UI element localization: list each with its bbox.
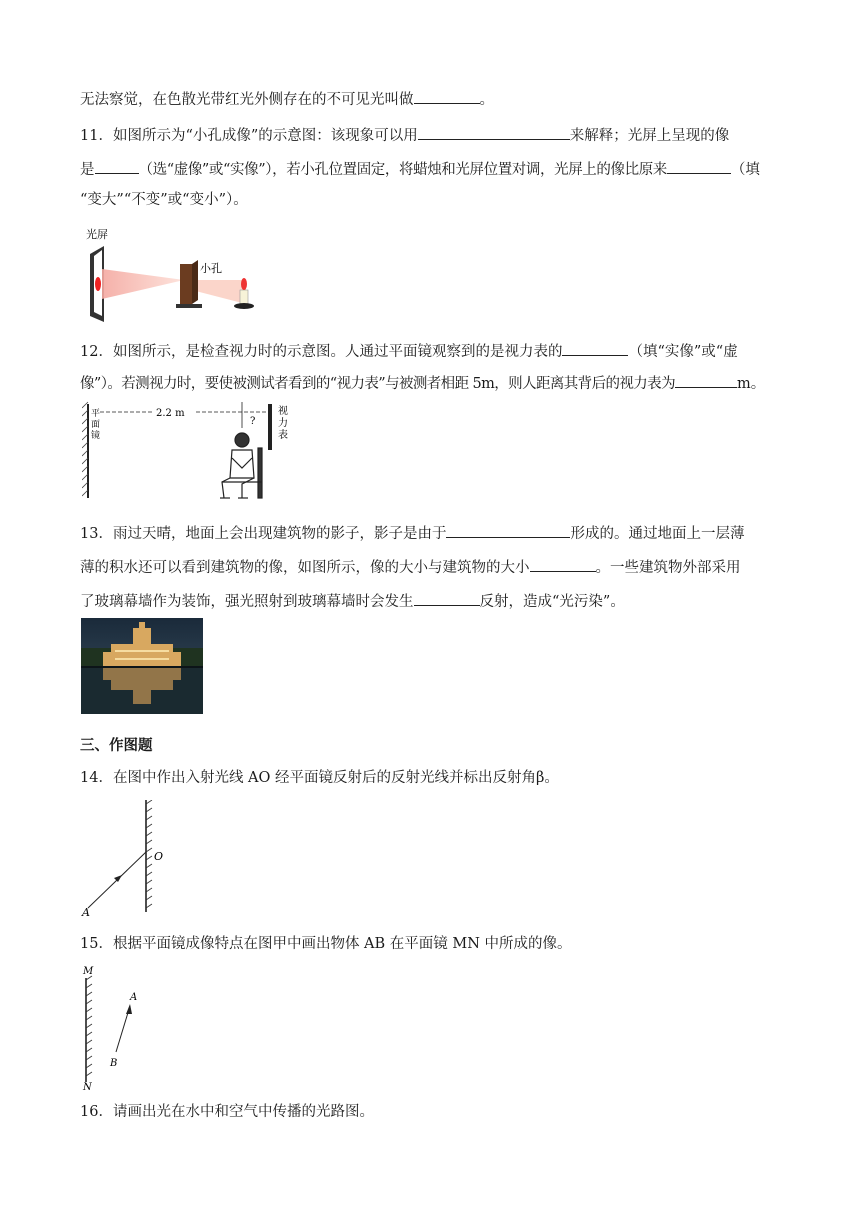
building-reflection-photo bbox=[81, 618, 203, 714]
point-a-label: A bbox=[130, 992, 138, 1003]
image-on-screen bbox=[95, 277, 101, 291]
q13-text: 13．雨过天晴，地面上会出现建筑物的影子，影子是由于 bbox=[80, 526, 447, 542]
answer-blank[interactable] bbox=[667, 158, 731, 174]
q11-text: 11．如图所示为“小孔成像”的示意图：该现象可以用 bbox=[80, 128, 418, 144]
q11-text: 是 bbox=[80, 162, 95, 178]
q13-line-3 bbox=[80, 590, 625, 612]
distance-label: 2.2 m bbox=[156, 408, 185, 419]
q10-text: 无法察觉，在色散光带红光外侧存在的不可见光叫做 bbox=[80, 92, 414, 108]
ray-arrow bbox=[114, 875, 122, 882]
answer-blank[interactable] bbox=[675, 372, 737, 388]
q15-text: 15．根据平面镜成像特点在图甲中画出物体 AB 在平面镜 MN 中所成的像。 bbox=[80, 936, 572, 952]
pinhole-figure bbox=[84, 224, 264, 324]
q10-text-end: 。 bbox=[479, 92, 494, 108]
eye-chart-label: 视力表 bbox=[278, 406, 288, 441]
q11-text: 来解释；光屏上呈现的像 bbox=[569, 128, 730, 144]
q12-line-2 bbox=[80, 372, 765, 394]
q15-mirror-figure bbox=[80, 960, 160, 1092]
answer-blank[interactable] bbox=[95, 158, 139, 174]
question-mark: ? bbox=[250, 416, 256, 427]
q12-line-1 bbox=[80, 340, 738, 362]
section-heading: 三、作图题 bbox=[80, 738, 153, 754]
eye-chart-board bbox=[268, 404, 272, 450]
q13-text: 反射，造成“光污染”。 bbox=[479, 594, 625, 610]
q13-text: 了玻璃幕墙作为装饰，强光照射到玻璃幕墙时会发生 bbox=[80, 594, 414, 610]
candle bbox=[240, 290, 248, 304]
q12-text: 像”）。若测视力时，要使被测试者看到的“视力表”与被测者相距 5m，则人距离其背后的视力表为 bbox=[80, 376, 675, 392]
answer-blank[interactable] bbox=[418, 124, 570, 140]
q16-line bbox=[80, 1102, 374, 1122]
q13-text: 薄的积水还可以看到建筑物的像，如图所示，像的大小与建筑物的大小 bbox=[80, 560, 530, 576]
q12-text: （填“实像”或“虚 bbox=[628, 344, 738, 360]
point-a-label: A bbox=[82, 906, 90, 919]
mirror-label: 平面镜 bbox=[91, 409, 101, 441]
point-m-label: M bbox=[83, 966, 94, 977]
q11-text: （选“虚像”或“实像”），若小孔位置固定，将蜡烛和光屏位置对调，光屏上的像比原来 bbox=[138, 162, 667, 178]
q13-line-2 bbox=[80, 556, 741, 578]
hole-label: 小孔 bbox=[200, 262, 222, 275]
answer-blank[interactable] bbox=[530, 556, 596, 572]
q10-line bbox=[80, 88, 494, 110]
q13-text: 形成的。通过地面上一层薄 bbox=[570, 526, 745, 542]
q13-line-1 bbox=[80, 522, 744, 544]
point-o-label: O bbox=[154, 850, 164, 863]
vision-test-figure bbox=[82, 398, 292, 504]
point-b-label: B bbox=[110, 1058, 118, 1069]
q13-text: 。一些建筑物外部采用 bbox=[595, 560, 741, 576]
pinhole-board bbox=[180, 264, 192, 304]
q12-text: m。 bbox=[736, 376, 766, 392]
answer-blank[interactable] bbox=[414, 590, 480, 606]
q14-text: 14．在图中作出入射光线 AO 经平面镜反射后的反射光线并标出反射角β。 bbox=[80, 770, 559, 786]
point-n-label: N bbox=[83, 1082, 92, 1092]
answer-blank[interactable] bbox=[414, 88, 480, 104]
q11-line-1 bbox=[80, 124, 729, 146]
screen-label: 光屏 bbox=[86, 228, 108, 241]
answer-blank[interactable] bbox=[562, 340, 628, 356]
q11-line-2 bbox=[80, 158, 760, 180]
q14-line bbox=[80, 768, 559, 788]
q16-text: 16．请画出光在水中和空气中传播的光路图。 bbox=[80, 1104, 374, 1120]
q12-text: 12．如图所示，是检查视力时的示意图。人通过平面镜观察到的是视力表的 bbox=[80, 344, 563, 360]
object-arrow bbox=[126, 1004, 132, 1014]
answer-blank[interactable] bbox=[446, 522, 570, 538]
q15-line bbox=[80, 934, 572, 954]
q11-text: （填 bbox=[730, 162, 760, 178]
q11-line-3 bbox=[80, 190, 248, 210]
q11-text: “变大”“不变”或“变小”）。 bbox=[80, 192, 248, 208]
seated-person bbox=[220, 433, 262, 498]
q14-mirror-figure bbox=[80, 800, 190, 920]
